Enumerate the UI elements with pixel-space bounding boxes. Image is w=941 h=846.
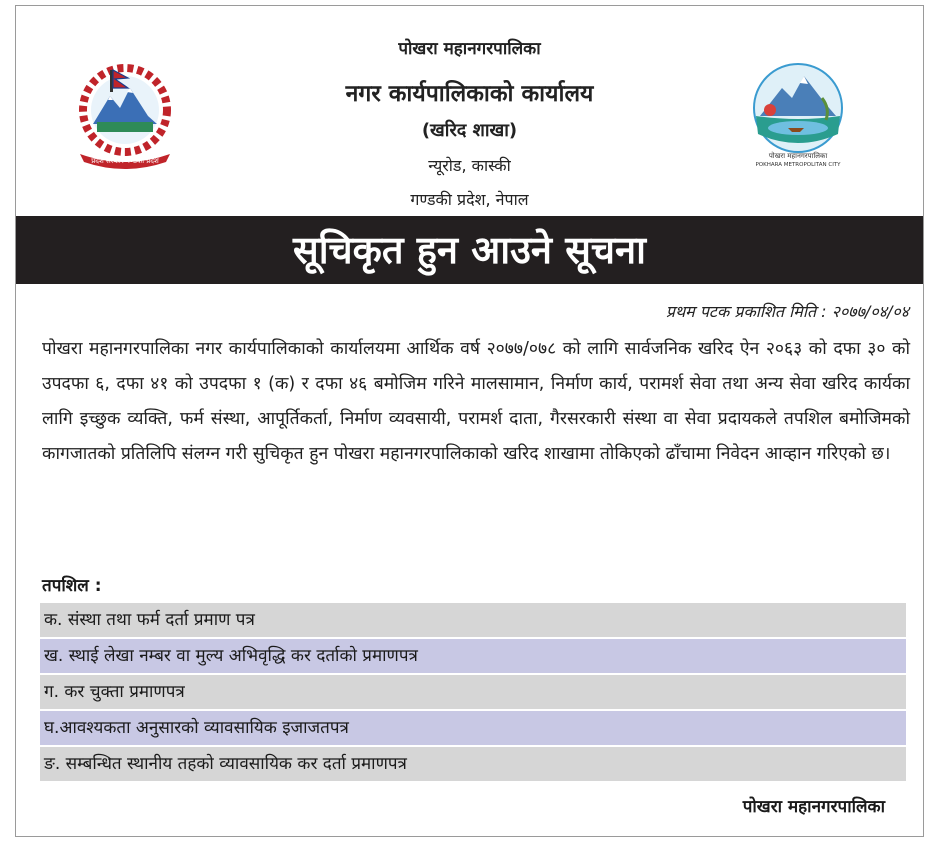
office-name: नगर कार्यपालिकाको कार्यालय — [345, 81, 594, 107]
municipality-name: पोखरा महानगरपालिका — [398, 39, 541, 59]
notice-frame — [15, 5, 924, 837]
province-emblem-caption: प्रदेश सरकार गण्डकी प्रदेश — [91, 157, 159, 165]
publication-date: प्रथम पटक प्रकाशित मिति : २०७७/०४/०४ — [665, 302, 909, 321]
address-line-2: गण्डकी प्रदेश, नेपाल — [410, 190, 529, 209]
list-item: ङ. सम्बन्धित स्थानीय तहको व्यावसायिक कर दर्ता प्रमाणपत्र — [40, 747, 906, 781]
list-title: तपशिल : — [42, 576, 102, 596]
notice-paragraph: पोखरा महानगरपालिका नगर कार्यपालिकाको कार्यालयमा आर्थिक वर्ष २०७७/०७८ को लागि सार्वजनिक खरिद ऐन २०६३ को दफा ३० को उपदफा ६, दफा ४१ को उपदफा १ (क) र दफा ४६ बमोजिम गरिने मालसामान, निर्माण कार्य, परामर्श सेवा तथा अन्य सेवा खरिद कार्यका लागि इच्छुक व्यक्ति, फर्म संस्था, आपूर्तिकर्ता, निर्माण व्यवसायी, परामर्श दाता, गैरसरकारी संस्था वा सेवा प्रदायकले तपशिल बमोजिमको कागजातको प्रतिलिपि संलग्न गरी सुचिकृत हुन पोखरा महानगरपालिकाको खरिद शाखामा तोकिएको ढाँचामा निवेदन आव्हान गरिएको छ। — [42, 339, 910, 464]
list-item: ग. कर चुक्ता प्रमाणपत्र — [40, 675, 906, 709]
list-item: क. संस्था तथा फर्म दर्ता प्रमाण पत्र — [40, 603, 906, 637]
notice-title-banner: सूचिकृत हुन आउने सूचना — [16, 216, 923, 284]
metropolitan-logo-caption-en: POKHARA METROPOLITAN CITY — [755, 162, 841, 168]
requirements-list — [40, 603, 906, 783]
list-item: घ.आवश्यकता अनुसारको व्यावसायिक इजाजतपत्र — [40, 711, 906, 745]
metropolitan-logo-caption-np: पोखरा महानगरपालिका — [768, 152, 828, 160]
list-item: ख. स्थाई लेखा नम्बर वा मुल्य अभिवृद्धि कर दर्ताको प्रमाणपत्र — [40, 639, 906, 673]
notice-header — [16, 6, 923, 216]
address-line-1: न्यूरोड, कास्की — [428, 156, 511, 175]
signature: पोखरा महानगरपालिका — [742, 797, 885, 817]
section-name: (खरिद शाखा) — [421, 120, 518, 141]
